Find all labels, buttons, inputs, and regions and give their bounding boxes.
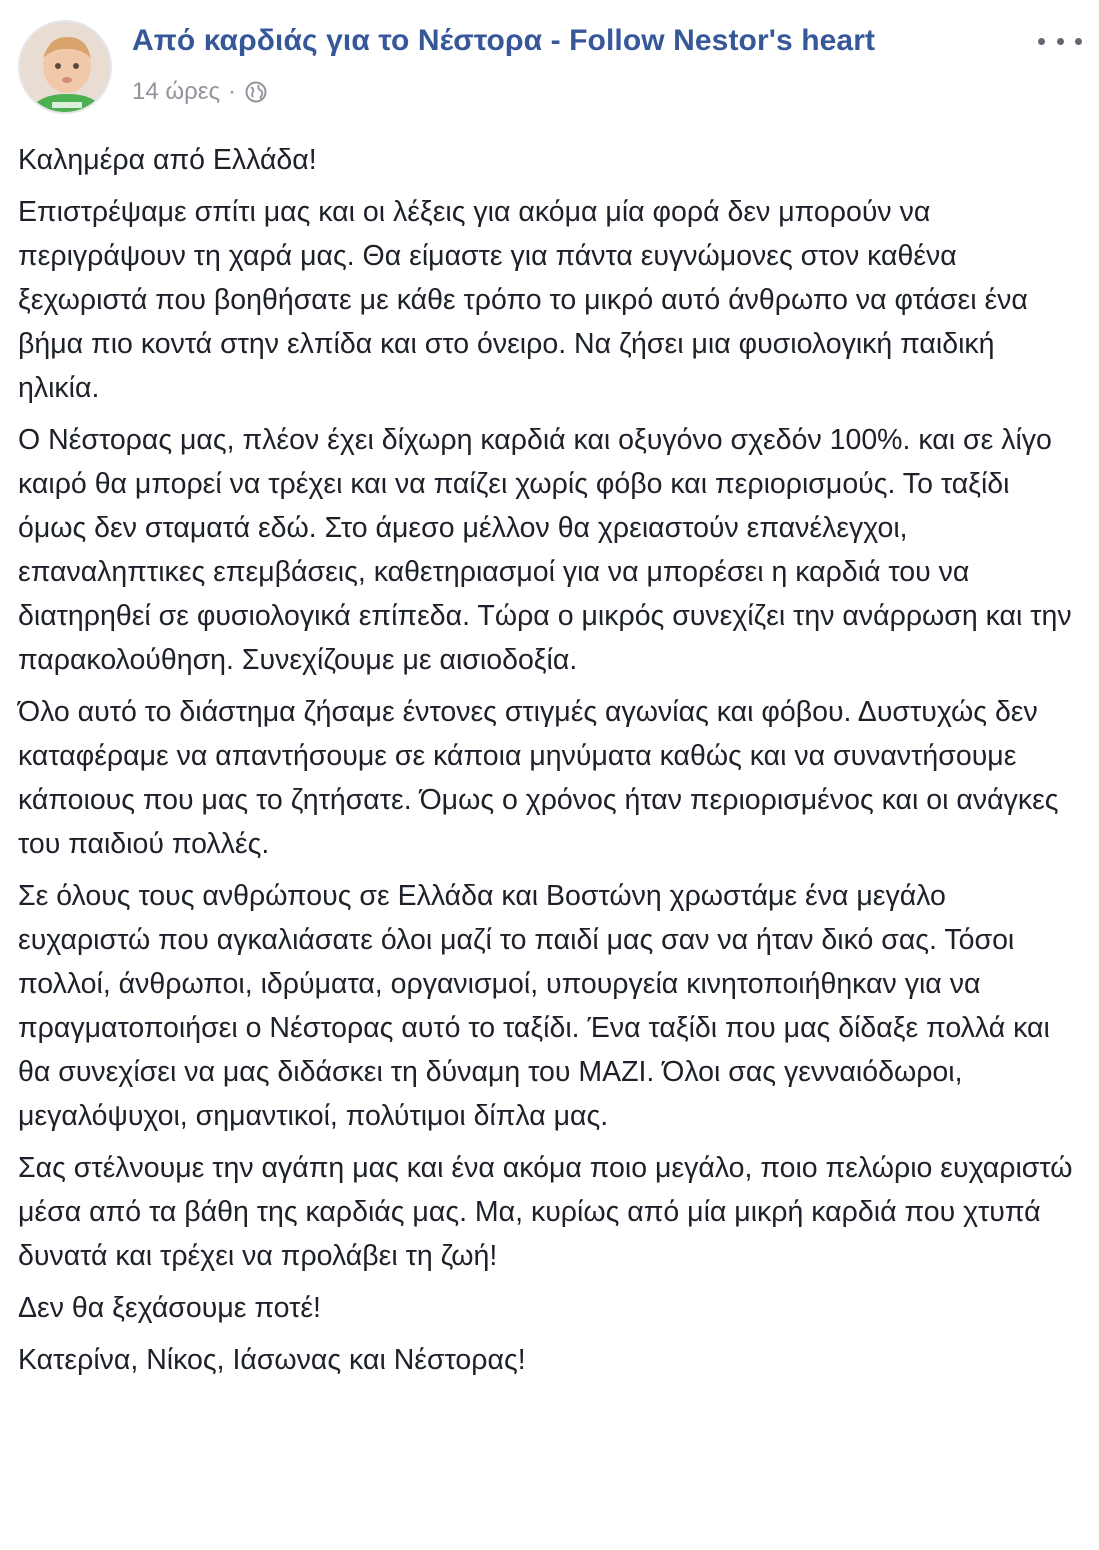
post-header [18, 20, 1088, 120]
globe-icon[interactable] [245, 81, 267, 103]
more-dot [1057, 38, 1064, 45]
more-options-icon[interactable] [1038, 26, 1082, 56]
more-dot [1038, 38, 1045, 45]
page-name-link[interactable]: Από καρδιάς για το Νέστορα - Follow Nestor's heart [132, 24, 876, 57]
meta-separator: · [228, 78, 237, 105]
post-paragraph: Επιστρέψαμε σπίτι μας και οι λέξεις για ακόμα μία φορά δεν μπορούν να περιγράψουν τη χαρά μας. Θα είμαστε για πάντα ευγνώμονες στον καθένα ξεχωριστά που βοηθήσατε με κάθε τρόπο το μικρό αυτό άνθρωπο να φτάσει ένα βήμα πιο κοντά στην ελπίδα και στο όνειρο. Να ζήσει μια φυσιολογική παιδική ηλικία. [18, 196, 1028, 404]
post-paragraph: Καλημέρα από Ελλάδα! [18, 144, 317, 176]
post-paragraph: Σας στέλνουμε την αγάπη μας και ένα ακόμα ποιο μεγάλο, ποιο πελώριο ευχαριστώ μέσα από τα βάθη της καρδιάς μας. Μα, κυρίως από μία μικρή καρδιά που χτυπά δυνατά και τρέχει να προλάβει τη ζωή! [18, 1152, 1073, 1272]
post-paragraph: Ο Νέστορας μας, πλέον έχει δίχωρη καρδιά και οξυγόνο σχεδόν 100%. και σε λίγο καιρό θα μπορεί να τρέχει και να παίζει χωρίς φόβο και περιορισμούς. Το ταξίδι όμως δεν σταματά εδώ. Στο άμεσο μέλλον θα χρειαστούν επανέλεγχοι, επαναληπτικες επεμβάσεις, καθετηριασμοί για να μπορέσει η καρδιά του να διατηρηθεί σε φυσιολογικά επίπεδα. Τώρα ο μικρός συνεχίζει την ανάρρωση και την παρακολούθηση. Συνεχίζουμε με αισιοδοξία. [18, 424, 1072, 676]
page-avatar[interactable] [18, 20, 112, 114]
more-dot [1075, 38, 1082, 45]
post-paragraph: Κατερίνα, Νίκος, Ιάσωνας και Νέστορας! [18, 1344, 526, 1376]
post-paragraph: Δεν θα ξεχάσουμε ποτέ! [18, 1292, 321, 1324]
post-body [18, 138, 1078, 1390]
post-timestamp[interactable]: 14 ώρες [132, 78, 221, 105]
post-paragraph: Όλο αυτό το διάστημα ζήσαμε έντονες στιγμές αγωνίας και φόβου. Δυστυχώς δεν καταφέραμε να απαντήσουμε σε κάποια μηνύματα καθώς και να συναντήσουμε κάποιους που μας το ζητήσατε. Όμως ο χρόνος ήταν περιορισμένος και οι ανάγκες του παιδιού πολλές. [18, 696, 1059, 860]
child-photo-icon [20, 22, 112, 114]
post-meta [132, 78, 267, 106]
post-paragraph: Σε όλους τους ανθρώπους σε Ελλάδα και Βοστώνη χρωστάμε ένα μεγάλο ευχαριστώ που αγκαλιάσατε όλοι μαζί το παιδί μας σαν να ήταν δικό σας. Τόσοι πολλοί, άνθρωποι, ιδρύματα, οργανισμοί, υπουργεία κινητοποιήθηκαν για να πραγματοποιήσει ο Νέστορας αυτό το ταξίδι. Ένα ταξίδι που μας δίδαξε πολλά και θα συνεχίσει να μας διδάσκει τη δύναμη του ΜΑΖΙ. Όλοι σας γενναιόδωροι, μεγαλόψυχοι, σημαντικοί, πολύτιμοι δίπλα μας. [18, 880, 1050, 1132]
